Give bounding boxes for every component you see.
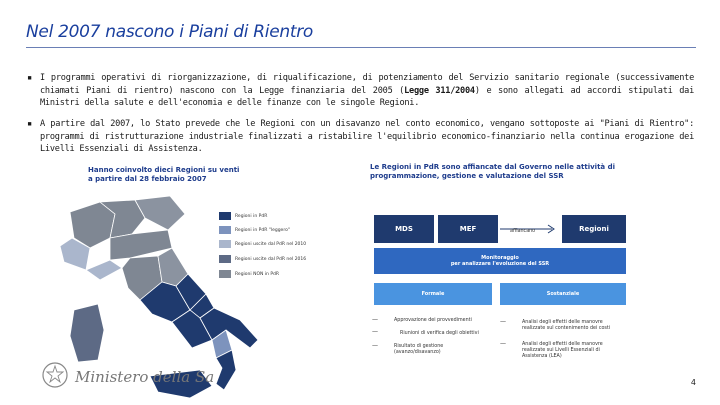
monitoraggio-title: Monitoraggio [481, 255, 519, 261]
legend-swatch [219, 212, 231, 220]
title-divider [26, 47, 696, 48]
legend-swatch [219, 270, 231, 278]
map-region-nord-est [135, 196, 185, 230]
list-dash: — [372, 316, 378, 323]
list-dash: — [500, 340, 506, 347]
sostanziale-box: Sostanziale [500, 283, 626, 305]
list-dash: — [372, 342, 378, 349]
sostanziale-item-2: Analisi degli effetti delle manovre realizzate sui Livelli Essenziali di Assistenza (LEA) [522, 342, 603, 359]
map-heading-line-2: a partire dal 28 febbraio 2007 [88, 175, 207, 183]
footer-ministry-text: Ministero della Sa [75, 368, 215, 386]
map-heading [88, 166, 288, 184]
legend-swatch [219, 240, 231, 248]
legend-label: Regioni NON in PdR [235, 271, 280, 277]
governance-heading-line-2: programmazione, gestione e valutazione del SSR [370, 172, 564, 180]
map-region-liguria [86, 260, 122, 280]
legend-label: Regioni uscite dal PdR nel 2010 [235, 241, 307, 247]
formale-item-3: Risultato di gestione (avanzo/disavanzo) [394, 344, 444, 355]
list-dash: — [500, 318, 506, 325]
mds-box: MDS [374, 215, 434, 243]
formale-item-1: Approvazione dei provvedimenti [394, 318, 472, 323]
bullet-dot: ▪ [27, 119, 32, 129]
legend-item-non-pdr [219, 270, 279, 278]
regioni-box: Regioni [562, 215, 626, 243]
bullet-1 [27, 72, 695, 110]
formale-item-2: Riunioni di verifica degli obiettivi [400, 331, 479, 336]
formale-box: Formale [374, 283, 492, 305]
legend-label: Regioni uscite dal PdR nel 2016 [235, 256, 307, 262]
map-heading-line-1: Hanno coinvolto dieci Regioni su venti [88, 166, 240, 174]
list-dash: — [372, 328, 378, 335]
legend-item-pdr-leggero [219, 226, 290, 234]
monitoraggio-subtitle: per analizzare l'evoluzione del SSR [450, 261, 550, 267]
legend-swatch [219, 226, 231, 234]
monitoraggio-box [374, 248, 626, 274]
legend-label: Regioni in PdR [235, 213, 268, 219]
legend-item-pdr [219, 212, 267, 220]
bullet-1-text-after: ) e sono allegati ad accordi stipulati dai Ministri della salute e dell'economia e delle finanze con le singole Regioni. [40, 85, 695, 108]
sostanziale-item-1: Analisi degli effetti delle manovre realizzate sul contenimento dei costi [522, 320, 611, 331]
bullet-dot: ▪ [27, 73, 32, 83]
page-number: 4 [690, 378, 696, 387]
legend-item-uscite-2016 [219, 255, 306, 263]
legend-item-uscite-2010 [219, 240, 306, 248]
bullet-2-text: A partire dal 2007, lo Stato prevede che le Regioni con un disavanzo nel conto economico, vengano sottoposte ai "Piani di Rientro": programmi di ristrutturazione industriale finalizzati a ristabilire l'equilibrio economico-finanziario nella continua erogazione dei Livelli Essenziali di Assistenza. [40, 119, 694, 154]
slide-title: Nel 2007 nascono i Piani di Rientro [26, 22, 314, 42]
bullet-1-bold-text: Legge 311/2004 [404, 85, 475, 96]
governance-heading [370, 163, 620, 181]
ministry-emblem-icon [40, 360, 70, 390]
bullet-1-text-before: I programmi operativi di riorganizzazione, di riqualificazione, di potenziamento del Servizio sanitario regionale (successivamente chiamati Piani di rientro) nascono con la Legge finanziaria del 2005 ( [40, 73, 694, 96]
mef-box: MEF [438, 215, 498, 243]
legend-swatch [219, 255, 231, 263]
governance-heading-line-1: Le Regioni in PdR sono affiancate dal Governo nelle attività di [370, 163, 615, 171]
bullet-2 [27, 118, 694, 156]
map-region-sardegna [70, 304, 104, 362]
legend-label: Regioni in PdR "leggero" [235, 227, 290, 233]
affiancano-label: affiancano [510, 229, 536, 234]
